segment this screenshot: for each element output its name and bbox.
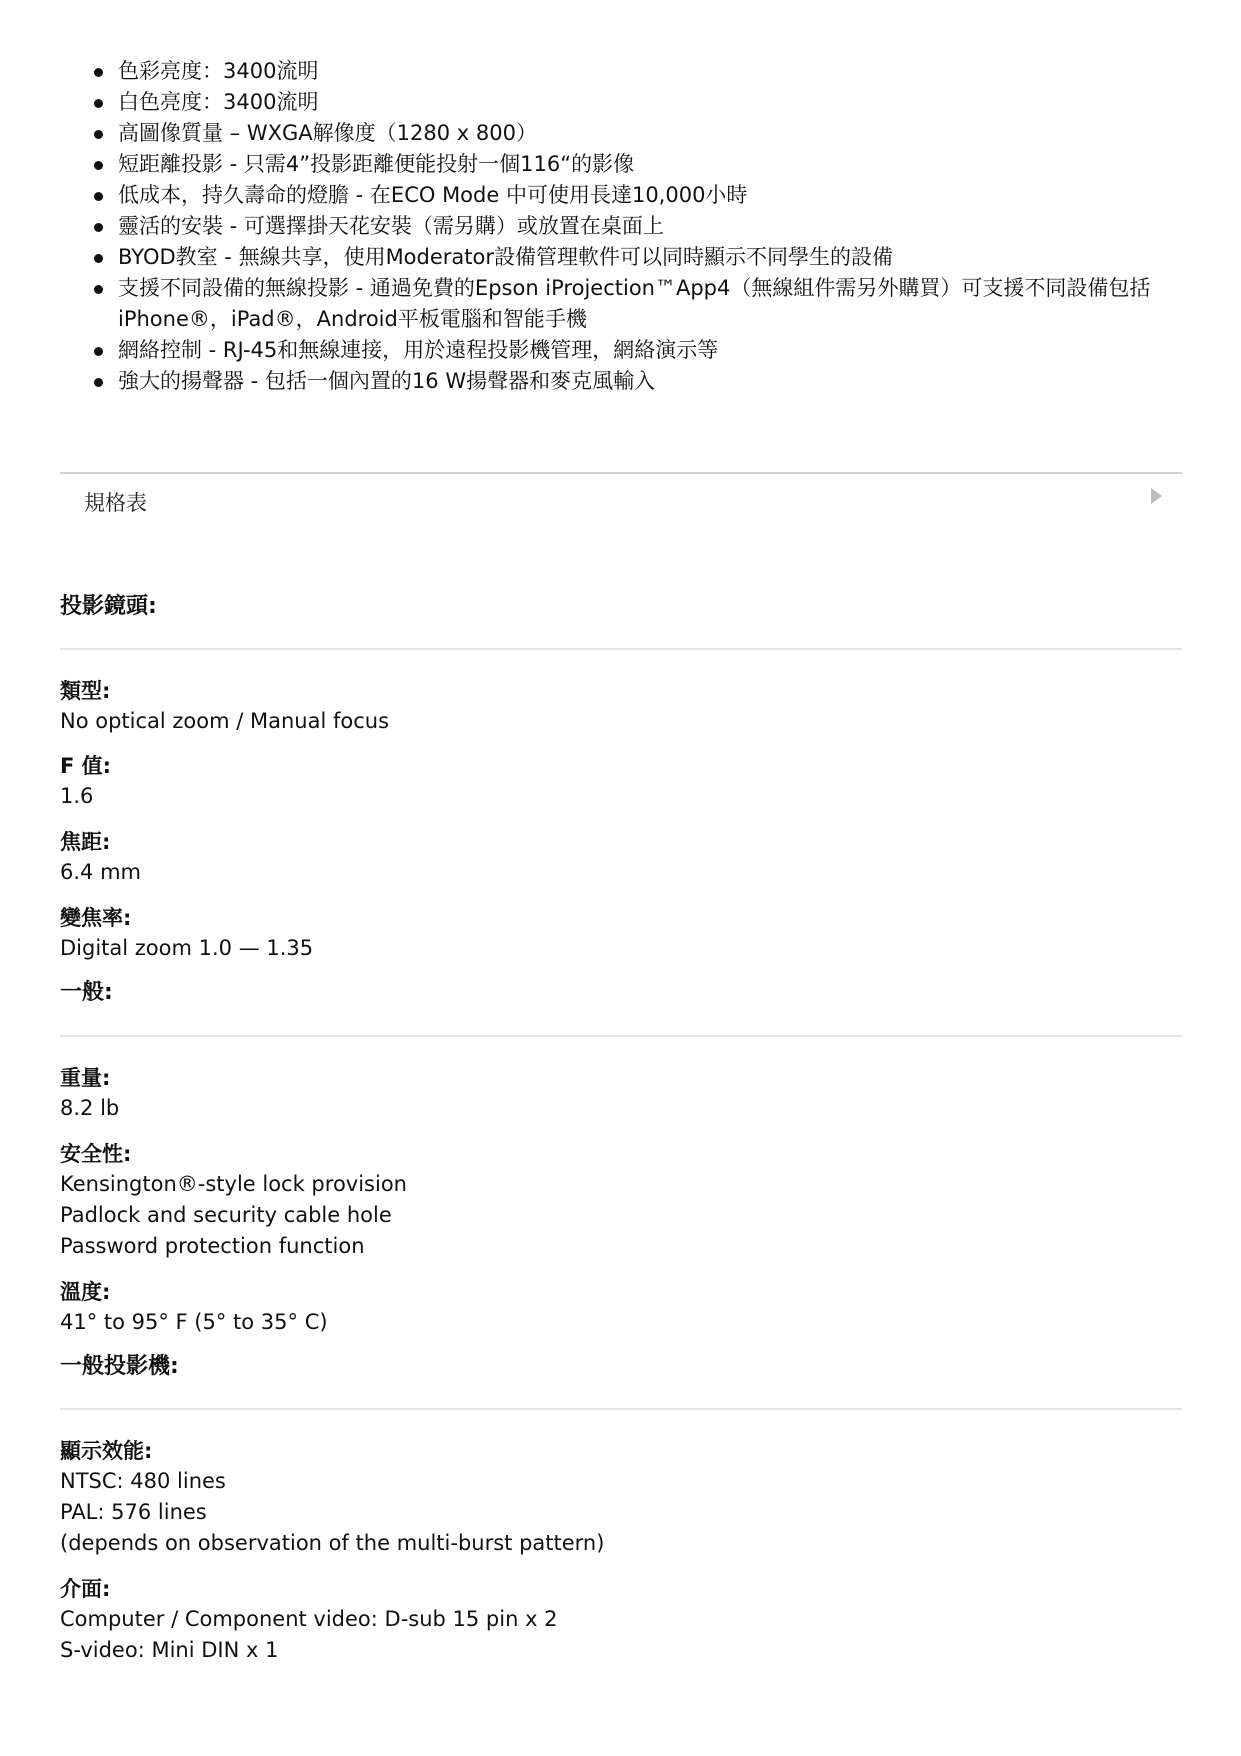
list-item: [90, 149, 1190, 180]
list-item: [90, 335, 1190, 366]
field-label: 類型:: [60, 679, 111, 703]
list-item: [90, 118, 1190, 149]
list-item: [90, 242, 1190, 273]
field-value-line: Computer / Component video: D-sub 15 pin x 2: [60, 1607, 558, 1631]
field-value: 8.2 lb: [60, 1096, 120, 1120]
feature-text: 低成本，持久壽命的燈膽 - 在ECO Mode 中可使用長達10,000小時: [118, 183, 748, 207]
bullet-icon: [94, 285, 103, 294]
feature-text: 靈活的安裝 - 可選擇掛天花安裝（需另購）或放置在桌面上: [118, 214, 664, 238]
feature-text: 白色亮度：3400流明: [118, 90, 319, 114]
section-divider: [60, 648, 1182, 650]
list-item: [90, 87, 1190, 118]
bullet-icon: [94, 347, 103, 356]
bullet-icon: [94, 68, 103, 77]
field-value-line: PAL: 576 lines: [60, 1500, 207, 1524]
list-item: [90, 56, 1190, 87]
spec-field-display-performance: [60, 1436, 1182, 1559]
list-item: [90, 211, 1190, 242]
field-value: 6.4 mm: [60, 860, 141, 884]
feature-text: 高圖像質量 – WXGA解像度（1280 x 800）: [118, 121, 537, 145]
feature-text: 網絡控制 - RJ-45和無線連接，用於遠程投影機管理，網絡演示等: [118, 338, 719, 362]
field-value: 41° to 95° F (5° to 35° C): [60, 1310, 328, 1334]
field-label: 安全性:: [60, 1142, 132, 1166]
spec-table-label: 規格表: [84, 491, 147, 515]
section-title: 一般:: [60, 980, 113, 1005]
bullet-icon: [94, 161, 103, 170]
section-title: 投影鏡頭:: [60, 594, 157, 619]
section-divider: [60, 1408, 1182, 1410]
list-item: [90, 273, 1190, 335]
field-value-line: Password protection function: [60, 1234, 365, 1258]
field-value: 1.6: [60, 784, 94, 808]
field-value-line: S-video: Mini DIN x 1: [60, 1638, 279, 1662]
feature-text: 強大的揚聲器 - 包括一個內置的16 W揚聲器和麥克風輸入: [118, 369, 656, 393]
field-value: Digital zoom 1.0 — 1.35: [60, 936, 314, 960]
field-label: F 值:: [60, 754, 112, 778]
section-divider: [60, 1035, 1182, 1037]
field-value: No optical zoom / Manual focus: [60, 709, 390, 733]
section-title: 一般投影機:: [60, 1354, 179, 1379]
field-label: 重量:: [60, 1066, 111, 1090]
spec-field-type: [60, 676, 1182, 737]
field-label: 溫度:: [60, 1280, 111, 1304]
spec-field-interface: [60, 1574, 1182, 1666]
field-value-line: Padlock and security cable hole: [60, 1203, 392, 1227]
feature-text: 色彩亮度：3400流明: [118, 59, 319, 83]
spec-field-zoom-ratio: [60, 903, 1182, 964]
field-value-line: Kensington®-style lock provision: [60, 1172, 407, 1196]
bullet-icon: [94, 378, 103, 387]
projector-section-heading: [60, 1352, 1182, 1382]
field-label: 焦距:: [60, 830, 111, 854]
feature-list: [90, 56, 1190, 397]
general-section-heading: [60, 978, 1182, 1008]
field-value-line: (depends on observation of the multi-burst pattern): [60, 1531, 605, 1555]
field-label: 顯示效能:: [60, 1439, 153, 1463]
spec-table-toggle[interactable]: [60, 472, 1182, 524]
bullet-icon: [94, 130, 103, 139]
expand-arrow-icon[interactable]: [1151, 488, 1162, 504]
list-item: [90, 180, 1190, 211]
bullet-icon: [94, 223, 103, 232]
spec-field-temperature: [60, 1277, 1182, 1338]
field-label: 介面:: [60, 1577, 111, 1601]
spec-field-focal-length: [60, 827, 1182, 888]
feature-text: 支援不同設備的無線投影 - 通過免費的Epson iProjection™App4（無線組件需另外購買）可支援不同設備包括iPhone®，iPad®，Android平板電腦和智能手機: [118, 276, 1151, 331]
spec-field-f-number: [60, 751, 1182, 812]
field-label: 變焦率:: [60, 906, 132, 930]
feature-text: 短距離投影 - 只需4”投影距離便能投射一個116“的影像: [118, 152, 635, 176]
bullet-icon: [94, 99, 103, 108]
bullet-icon: [94, 254, 103, 263]
list-item: [90, 366, 1190, 397]
field-value-line: NTSC: 480 lines: [60, 1469, 226, 1493]
spec-field-weight: [60, 1063, 1182, 1124]
lens-section-heading: [60, 592, 1182, 622]
spec-field-security: [60, 1139, 1182, 1262]
bullet-icon: [94, 192, 103, 201]
feature-text: BYOD教室 - 無線共享，使用Moderator設備管理軟件可以同時顯示不同學生的設備: [118, 245, 893, 269]
